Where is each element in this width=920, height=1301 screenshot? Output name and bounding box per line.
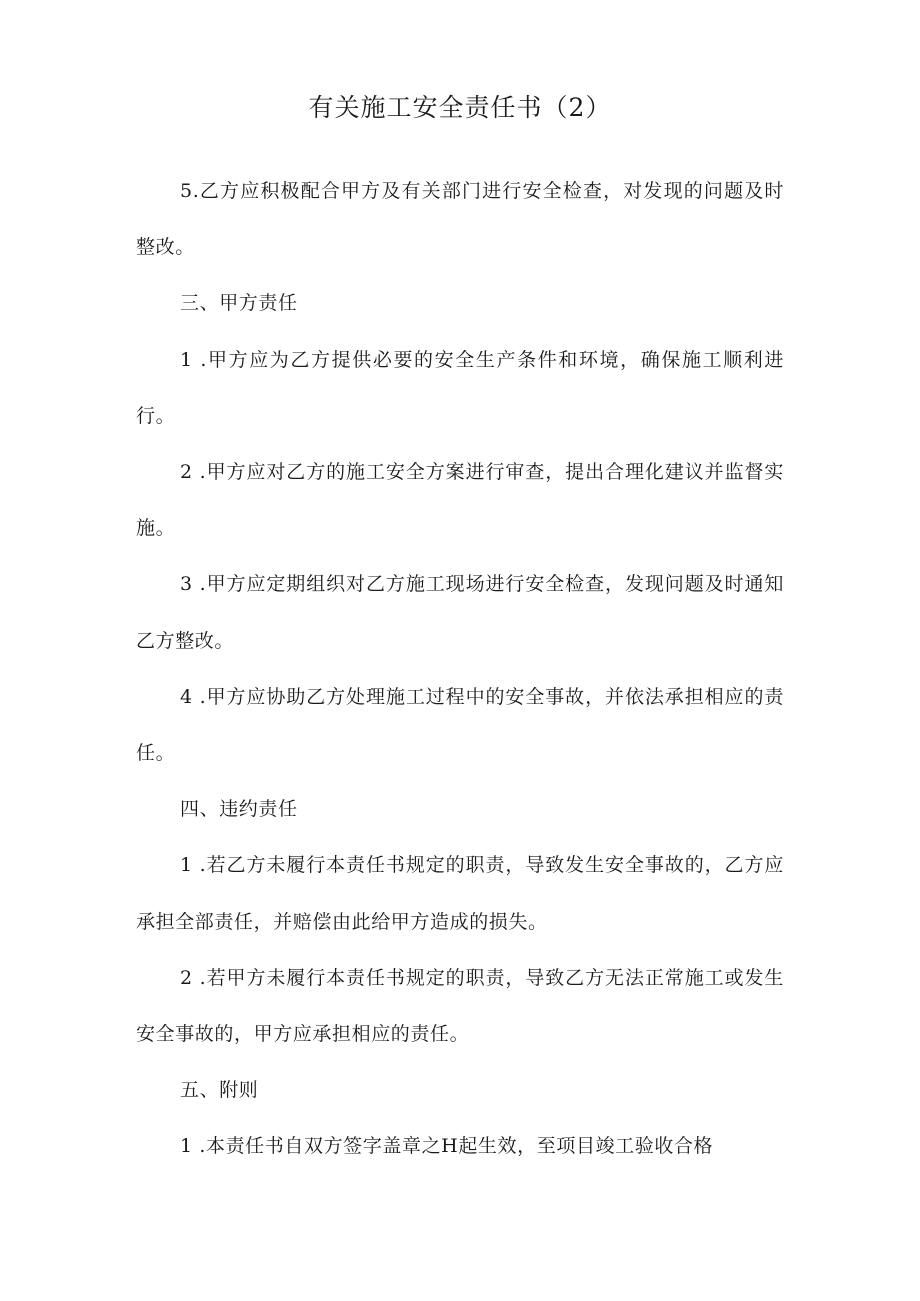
paragraph-party-a-4: 4 .甲方应协助乙方处理施工过程中的安全事故，并依法承担相应的责任。 [136, 685, 784, 765]
paragraph-breach-2: 2 .若甲方未履行本责任书规定的职责，导致乙方无法正常施工或发生安全事故的，甲方应承担相应的责任。 [136, 966, 784, 1046]
document-title: 有关施工安全责任书（2） [308, 93, 612, 122]
document-body [136, 163, 784, 1175]
paragraph-breach-1: 1 .若乙方未履行本责任书规定的职责，导致发生安全事故的，乙方应承担全部责任，并赔偿由此给甲方造成的损失。 [136, 854, 784, 933]
section-heading-party-a-responsibility: 三、甲方责任 [180, 292, 298, 315]
paragraph-supplementary-1: 1 .本责任书自双方签字盖章之H起生效，至项目竣工验收合格 [180, 1135, 714, 1158]
paragraph-party-a-2: 2 .甲方应对乙方的施工安全方案进行审查，提出合理化建议并监督实施。 [136, 461, 784, 540]
paragraph-party-a-3: 3 .甲方应定期组织对乙方施工现场进行安全检查，发现问题及时通知乙方整改。 [136, 573, 784, 652]
paragraph-party-a-1: 1 .甲方应为乙方提供必要的安全生产条件和环境，确保施工顺利进行。 [136, 348, 784, 427]
section-heading-breach-liability: 四、违约责任 [180, 798, 298, 821]
section-heading-supplementary: 五、附则 [180, 1079, 259, 1102]
paragraph-rectification: 5.乙方应积极配合甲方及有关部门进行安全检查，对发现的问题及时整改。 [136, 180, 784, 259]
